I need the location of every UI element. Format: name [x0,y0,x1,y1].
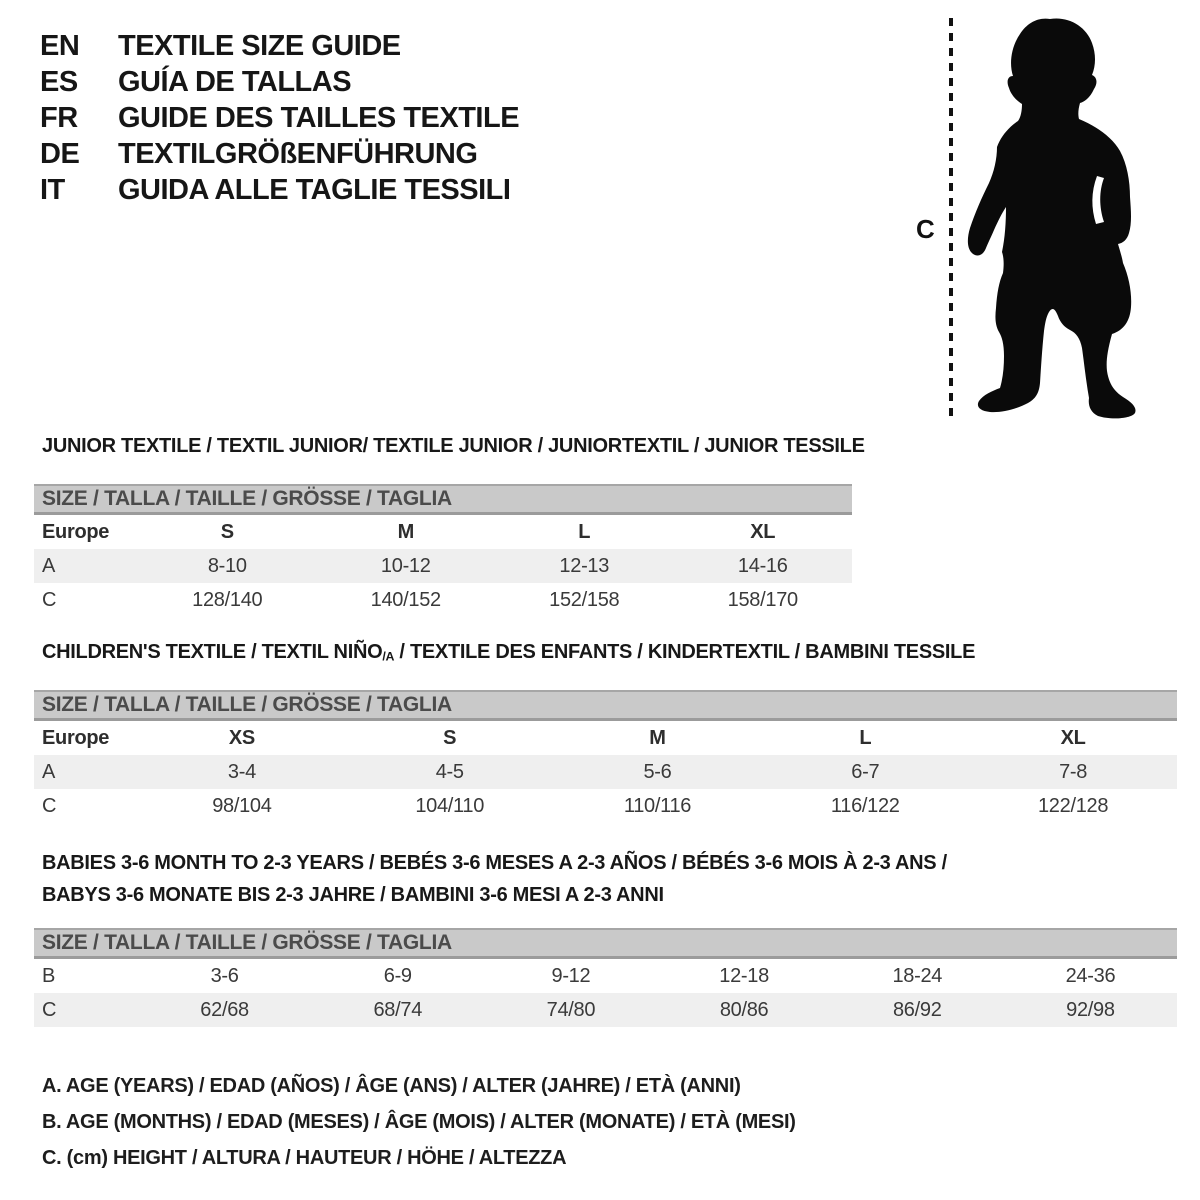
heading-line [42,636,975,673]
size-cell: 92/98 [1066,999,1115,1021]
table-row [34,583,852,617]
heading-text: / TEXTILE DES ENFANTS / KINDERTEXTIL / BAMBINI TESSILE [394,641,976,663]
language-row [40,28,519,64]
language-code: FR [40,102,78,134]
size-cell: 12-13 [559,555,610,577]
size-cell: 62/68 [200,999,249,1021]
language-title: TEXTILE SIZE GUIDE [118,30,401,62]
toddler-silhouette [968,18,1136,418]
size-cell: 86/92 [892,999,942,1021]
heading-text: JUNIOR TEXTILE / TEXTIL JUNIOR/ TEXTILE JUNIOR / JUNIORTEXTIL / JUNIOR TESSILE [42,435,865,457]
size-cell: 6-7 [851,761,880,783]
language-title: GUIDE DES TAILLES TEXTILE [118,102,520,134]
size-cell: 110/116 [623,795,692,817]
size-cell: 74/80 [546,999,596,1021]
size-cell: 98/104 [212,795,272,817]
legend-line: C. (cm) HEIGHT / ALTURA / HAUTEUR / HÖHE / ALTEZZA [42,1147,567,1169]
language-row [40,172,519,208]
language-code: EN [40,30,80,62]
heading-line [42,430,865,462]
heading-text: BABIES 3-6 MONTH TO 2-3 YEARS / BEBÉS 3-6 MESES A 2-3 AÑOS / BÉBÉS 3-6 MOIS À 2-3 ANS / [42,852,947,874]
table-header: SIZE / TALLA / TAILLE / GRÖSSE / TAGLIA [34,928,1177,959]
row-label: C [42,795,57,817]
table-header: SIZE / TALLA / TAILLE / GRÖSSE / TAGLIA [34,484,852,515]
heading-text: CHILDREN'S TEXTILE / TEXTIL NIÑO [42,641,383,663]
language-row [40,136,519,172]
table-header: SIZE / TALLA / TAILLE / GRÖSSE / TAGLIA [34,690,1177,721]
heading-line [42,879,947,911]
toddler-silhouette-icon [940,8,1160,428]
size-cell: 140/152 [370,589,441,611]
size-cell: M [397,521,414,543]
size-cell: 122/128 [1037,795,1109,817]
heading-line [42,847,947,879]
language-title: GUÍA DE TALLAS [118,66,352,98]
size-cell: 6-9 [383,965,412,987]
size-cell: 24-36 [1065,965,1116,987]
row-label: B [42,965,56,987]
language-title: GUIDA ALLE TAGLIE TESSILI [118,174,511,206]
table-row [34,549,852,583]
row-label: C [42,999,57,1021]
size-cell: 7-8 [1059,761,1088,783]
size-cell: 9-12 [551,965,591,987]
size-cell: 3-6 [210,965,239,987]
size-cell: 128/140 [192,589,263,611]
language-row [40,100,519,136]
size-cell: 68/74 [373,999,423,1021]
language-code: DE [40,138,80,170]
size-cell: 158/170 [727,589,798,611]
size-cell: 10-12 [380,555,431,577]
babies-size-table [34,928,1177,1027]
size-cell: L [859,727,872,749]
legend-line: B. AGE (MONTHS) / EDAD (MESES) / ÂGE (MOIS) / ALTER (MONATE) / ETÀ (MESI) [42,1111,796,1133]
size-cell: 18-24 [892,965,943,987]
row-label: A [42,761,56,783]
size-cell: 4-5 [435,761,464,783]
section-heading-junior [42,430,865,462]
row-label: A [42,555,56,577]
size-cell: 152/158 [549,589,620,611]
table-row [34,959,1177,993]
row-label: C [42,589,57,611]
size-cell: 3-4 [227,761,256,783]
legend-notes [42,1068,796,1176]
height-measure-label: C [916,214,935,244]
size-cell: 80/86 [719,999,769,1021]
row-label: Europe [42,727,110,749]
language-row [40,64,519,100]
size-cell: 104/110 [415,795,485,817]
language-list [40,28,519,208]
heading-subscript: /A [382,649,395,664]
children-size-table [34,690,1177,823]
size-cell: L [578,521,591,543]
size-cell: XL [750,521,776,543]
table-row [34,515,852,549]
size-cell: 14-16 [737,555,788,577]
section-heading-babies [42,847,947,911]
heading-text: BABYS 3-6 MONATE BIS 2-3 JAHRE / BAMBINI 3-6 MESI A 2-3 ANNI [42,884,664,906]
size-cell: 116/122 [830,795,900,817]
size-cell: S [443,727,457,749]
table-row [34,789,1177,823]
language-code: ES [40,66,78,98]
size-cell: 8-10 [207,555,247,577]
section-heading-children [42,636,975,673]
junior-size-table [34,484,852,617]
row-label: Europe [42,521,110,543]
size-cell: M [649,727,666,749]
language-title: TEXTILGRÖßENFÜHRUNG [118,138,478,170]
table-row [34,721,1177,755]
size-cell: 12-18 [719,965,769,987]
table-row [34,993,1177,1027]
language-code: IT [40,174,65,206]
size-cell: S [220,521,234,543]
size-cell: XL [1060,727,1086,749]
size-cell: XS [228,727,255,749]
legend-line: A. AGE (YEARS) / EDAD (AÑOS) / ÂGE (ANS) / ALTER (JAHRE) / ETÀ (ANNI) [42,1075,741,1097]
table-row [34,755,1177,789]
size-cell: 5-6 [643,761,672,783]
